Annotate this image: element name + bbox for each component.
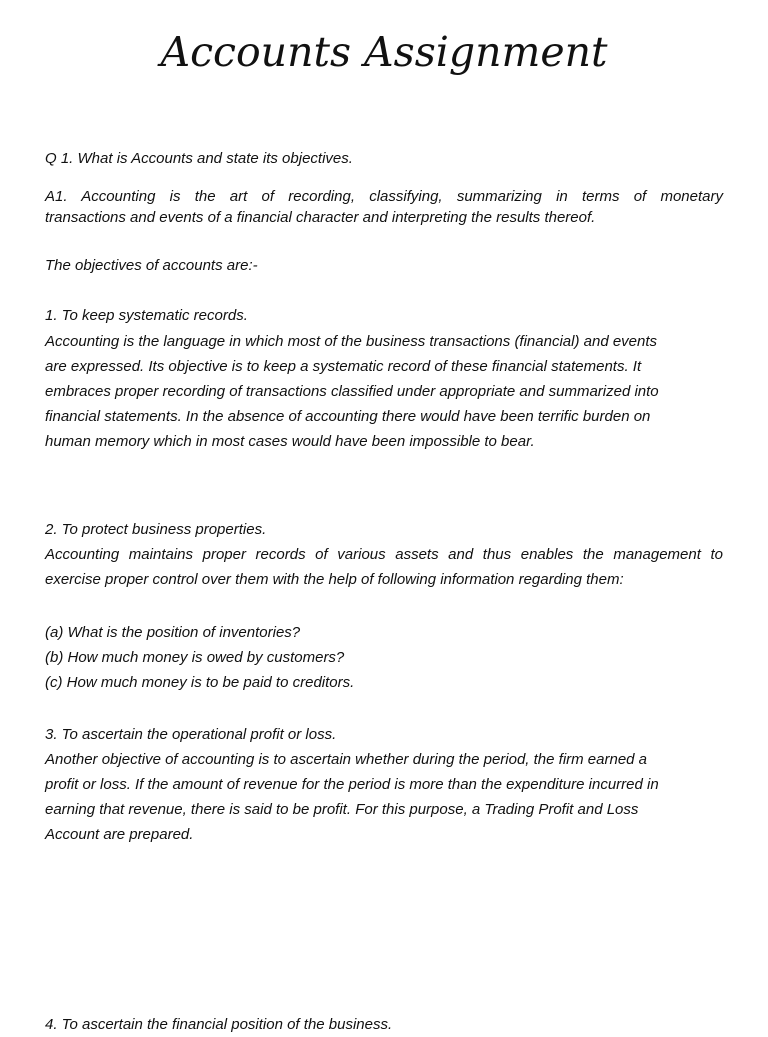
body-line: are expressed. Its objective is to keep a systematic record of these financial statements. It — [45, 358, 642, 375]
answer-line: transactions and events of a financial character and interpreting the results thereof. — [45, 209, 596, 226]
body-line: profit or loss. If the amount of revenue for the period is more than the expenditure incurred in — [45, 776, 659, 793]
body-line: Accounting maintains proper records of various assets and thus enables the management to — [45, 546, 723, 563]
body-line: exercise proper control over them with the help of following information regarding them: — [45, 571, 624, 588]
objective-4-heading: 4. To ascertain the financial position of the business. — [45, 1016, 393, 1033]
list-item: (a) What is the position of inventories? — [45, 624, 301, 641]
list-item: (c) How much money is to be paid to creditors. — [45, 674, 355, 691]
body-line: human memory which in most cases would have been impossible to bear. — [45, 433, 535, 450]
body-line: Accounting is the language in which most of the business transactions (financial) and events — [45, 333, 658, 350]
objective-2-heading: 2. To protect business properties. — [45, 521, 267, 538]
body-line: embraces proper recording of transactions classified under appropriate and summarized into — [45, 383, 659, 400]
objective-1-heading: 1. To keep systematic records. — [45, 307, 248, 324]
body-line: financial statements. In the absence of accounting there would have been terrific burden on — [45, 408, 651, 425]
objectives-intro: The objectives of accounts are:- — [45, 257, 258, 274]
objective-1-body — [45, 329, 723, 454]
body-line: Another objective of accounting is to ascertain whether during the period, the firm earned a — [45, 751, 648, 768]
answer-line: A1. Accounting is the art of recording, classifying, summarizing in terms of monetary — [45, 188, 723, 205]
list-item: (b) How much money is owed by customers? — [45, 649, 345, 666]
objective-3-heading: 3. To ascertain the operational profit or loss. — [45, 726, 337, 743]
answer-paragraph — [45, 186, 723, 228]
question-text: Q 1. What is Accounts and state its objectives. — [45, 150, 353, 167]
objective-3-body — [45, 747, 723, 847]
objective-2-list — [45, 620, 723, 695]
document-title: Accounts Assignment — [160, 28, 608, 76]
objective-2-body — [45, 542, 723, 592]
body-line: earning that revenue, there is said to be profit. For this purpose, a Trading Profit and Loss — [45, 801, 639, 818]
body-line: Account are prepared. — [45, 826, 194, 843]
